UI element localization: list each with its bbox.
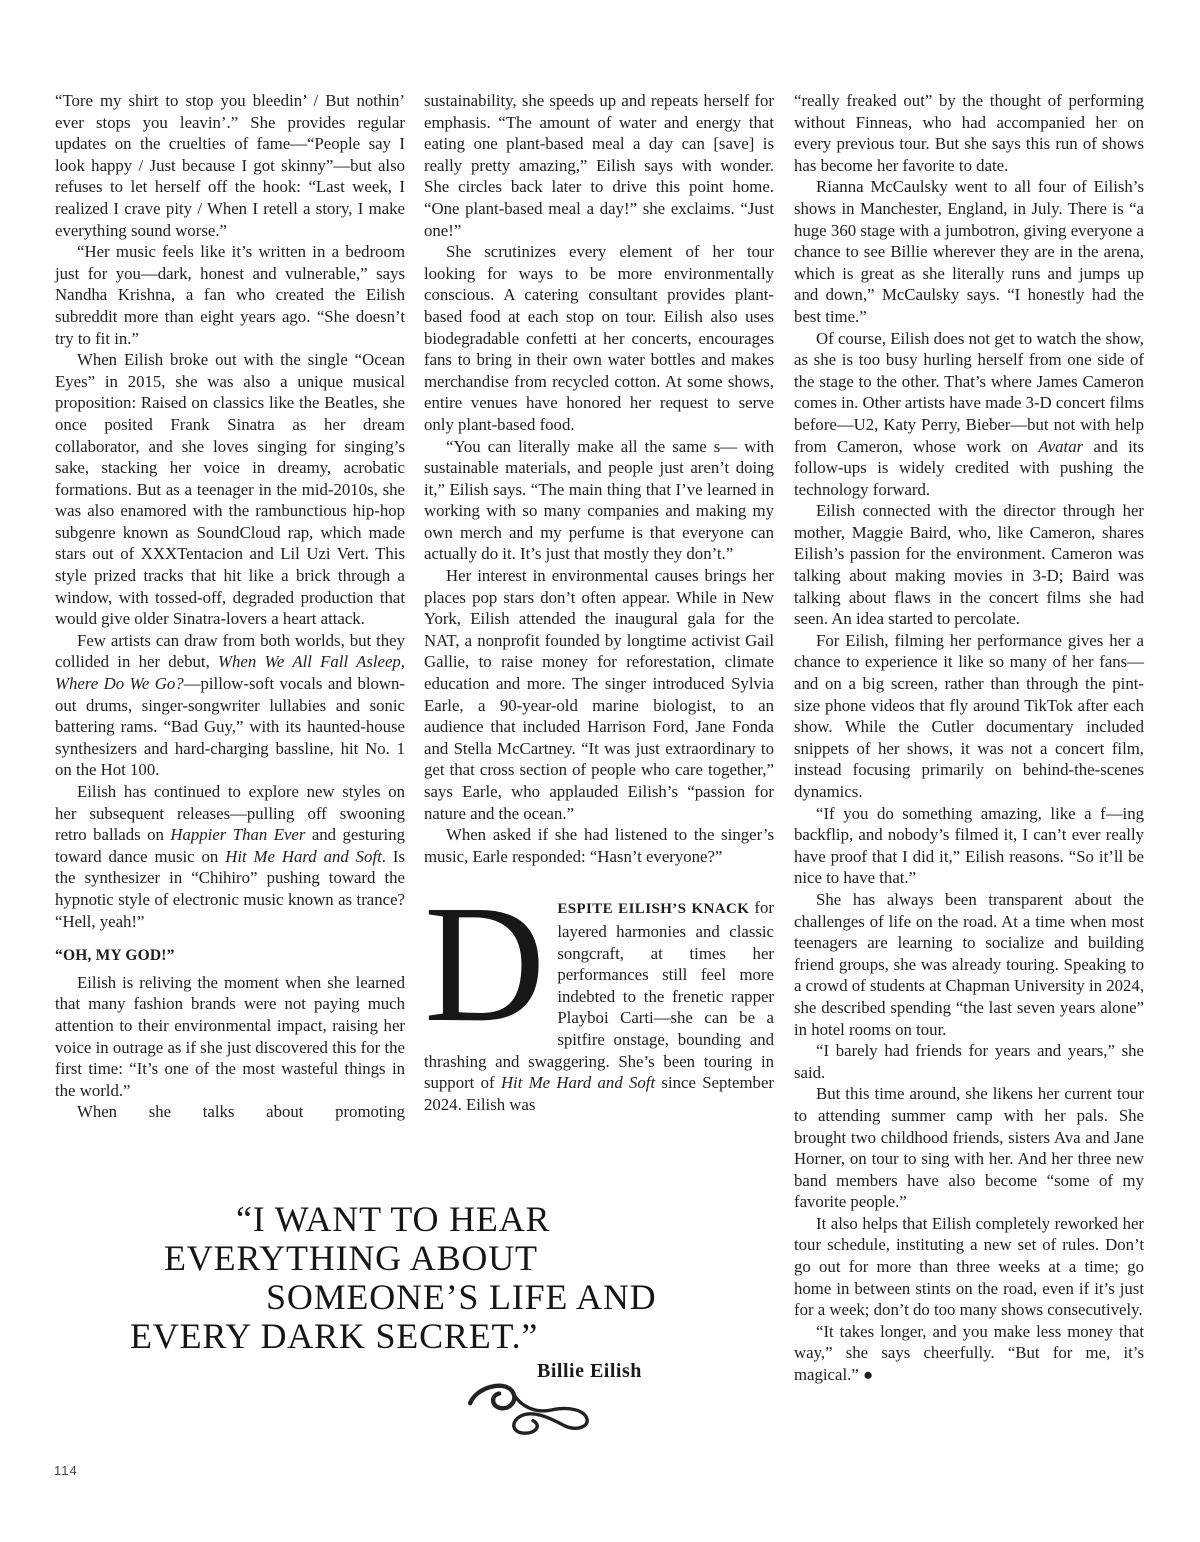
body-paragraph [424, 436, 774, 566]
text-run: . Is the synthesizer in “Chihiro” pushing toward the hypnotic style of electronic music known as trance? “Hell, yeah!” [55, 846, 405, 931]
body-paragraph [794, 1040, 1144, 1083]
text-run: “It takes longer, and you make less money that way,” she says cheerfully. “But for me, it’s magical.” ● [794, 1321, 1144, 1385]
body-paragraph [55, 630, 405, 781]
body-paragraph [794, 1321, 1144, 1386]
text-run: since September 2024. Eilish was [424, 1073, 774, 1114]
body-paragraph [424, 824, 774, 867]
text-run: Eilish has continued to explore new styles on her subsequent releases—pulling off swooning retro ballads on [55, 782, 405, 845]
lead-in-text: ESPITE EILISH’S KNACK [557, 901, 750, 918]
text-run: When asked if she had listened to the singer’s music, Earle responded: “Hasn’t everyone?” [424, 825, 774, 866]
body-paragraph [424, 90, 774, 241]
body-paragraph [55, 90, 405, 241]
text-run: Happier Than Ever [170, 825, 306, 845]
pullquote-attribution: Billie Eilish [537, 1360, 642, 1382]
body-paragraph [55, 972, 405, 1102]
text-run: Hit Me Hard and Soft [225, 846, 382, 866]
text-run: Of course, Eilish does not get to watch the show, as she is too busy hurling herself from one side of the stage to the other. That’s where James Cameron comes in. Other artists have made 3-D concert films before—U2, Katy Perry, Bieber—but not with help from Cameron, whose work on [794, 328, 1144, 456]
body-paragraph [794, 90, 1144, 176]
text-run: It also helps that Eilish completely reworked her tour schedule, instituting a new set of rules. Don’t go out for more than three weeks at a time; go home in between stints on the road, even if it’s just for a week; don’t do too many shows consecutively. [794, 1213, 1144, 1320]
text-run: Her interest in environmental causes brings her places pop stars don’t often appear. While in New York, Eilish attended the inaugural gala for the NAT, a nonprofit founded by longtime activist Gail Gallie, to raise money for reforestation, climate education and more. The singer introduced Sylvia Earle, a 90-year-old marine biologist, to an audience that included Harrison Ford, Jane Fonda and Stella McCartney. “It was just extraordinary to get that cross section of people who care together,” says Earle, who applauded Eilish’s “passion for nature and the ocean.” [424, 566, 774, 823]
pullquote-line: EVERY DARK SECRET.” [130, 1316, 539, 1356]
body-paragraph [794, 803, 1144, 889]
text-run: Hit Me Hard and Soft [500, 1073, 656, 1093]
body-paragraph [794, 1083, 1144, 1213]
text-run: “If you do something amazing, like a f—ing backflip, and nobody’s filmed it, I can’t ever really have proof that I did it,” Eilish reasons. “So it’ll be nice to have that.” [794, 803, 1144, 888]
text-run: When Eilish broke out with the single “Ocean Eyes” in 2015, she was also a unique musical proposition: Raised on classics like the Beatles, she once posited Frank Sinatra as her dream collaborator, and she loves singing for singing’s sake, stacking her voice in dreamy, acrobatic formations. But as a teenager in the mid-2010s, she was also enamored with the rambunctious hip-hop subgenre known as SoundCloud rap, which made stars out of XXXTentacion and Lil Uzi Vert. This style prized tracks that hit like a brick through a window, with tossed-off, degraded production that would give older Sinatra-lovers a heart attack. [55, 350, 405, 629]
text-run: “You can literally make all the same s— with sustainable materials, and people just aren’t doing it,” Eilish says. “The main thing that I’ve learned in working with so many companies and making my own merch and my perfume is that everyone can actually do it. It’s just that mostly they don’t.” [424, 436, 774, 564]
body-paragraph [55, 241, 405, 349]
text-run: and its follow-ups is widely credited with pushing the technology forward. [794, 436, 1144, 499]
body-paragraph [55, 781, 405, 932]
section-heading: “OH, MY GOD!” [55, 947, 175, 965]
text-run: “Her music feels like it’s written in a bedroom just for you—dark, honest and vulnerable,” says Nandha Krishna, a fan who created the Eilish subreddit more than eight years ago. “She doesn’t try to fit in.” [55, 242, 405, 348]
pullquote-line: “I WANT TO HEAR [236, 1199, 551, 1239]
body-paragraph [794, 630, 1144, 803]
body-paragraph [794, 328, 1144, 501]
text-run: She scrutinizes every element of her tour looking for ways to be more environmentally conscious. A catering consultant provides plant-based food at each stop on tour. Eilish also uses biodegradable confetti at her concerts, encourages fans to bring in their own water bottles and makes merchandise from recycled cotton. At some shows, entire venues have honored her request to serve only plant-based food. [424, 242, 774, 434]
text-run: Avatar [1038, 436, 1084, 456]
body-paragraph [55, 349, 405, 630]
article-column-middle [424, 90, 774, 1115]
text-run: When she talks about promoting [77, 1102, 405, 1122]
text-run: and gesturing toward dance music on [55, 825, 405, 866]
text-run: Few artists can draw from both worlds, but they collided in her debut, [55, 630, 405, 672]
text-run: —pillow-soft vocals and blown-out drums, singer-songwriter lullabies and sonic battering rams. “Bad Guy,” with its haunted-house synthesizers and hard-charging bassline, hit No. 1 on the Hot 100. [55, 674, 405, 780]
page-number: 114 [54, 1463, 78, 1478]
text-run: “really freaked out” by the thought of performing without Finneas, who had accompanied her on every previous tour. But she says this run of shows has become her favorite to date. [794, 91, 1144, 175]
pullquote-line: EVERYTHING ABOUT [164, 1238, 538, 1278]
text-run: When We All Fall Asleep, Where Do We Go? [55, 652, 405, 694]
text-run: She has always been transparent about the challenges of life on the road. At a time when most teenagers are learning to socialize and building friend groups, she was already touring. Speaking to a crowd of students at Chapman University in 2024, she described spending “the last seven years alone” in hotel rooms on tour. [794, 889, 1145, 1039]
text-run: For Eilish, filming her performance gives her a chance to experience it like so many of her fans—and on a big screen, rather than through the pint-size phone videos that fly around TikTok after each show. While the Cutler documentary included snippets of her shows, it was not a concert film, instead focusing primarily on behind-the-scenes dynamics. [794, 630, 1144, 801]
body-paragraph [794, 176, 1144, 327]
text-run: But this time around, she likens her current tour to attending summer camp with her pals. She brought two childhood friends, sisters Ava and Jane Horner, on tour to sing with her. And her three new band members have also become “some of my favorite people.” [794, 1084, 1144, 1212]
body-paragraph [794, 1213, 1144, 1321]
text-run: for layered harmonies and classic songcraft, at times her performances still feel more indebted to the frenetic rapper Playboi Carti—she can be a spitfire onstage, bounding and thrashing and swaggering. She’s been touring in support of [424, 898, 775, 1093]
body-paragraph [424, 241, 774, 435]
body-paragraph [424, 565, 774, 824]
pullquote [130, 1200, 710, 1356]
body-paragraph [55, 1101, 405, 1123]
text-run: “I barely had friends for years and years,” she said. [794, 1041, 1144, 1082]
dropcap-paragraph [424, 871, 775, 1115]
text-run: Eilish connected with the director through her mother, Maggie Baird, who, like Cameron, shares Eilish’s passion for the environment. Cameron was talking about making movies in 3-D; Baird was talking about flaws in the concert films she had seen. An idea started to percolate. [794, 501, 1144, 629]
body-paragraph [794, 500, 1144, 630]
signature-flourish-icon [458, 1380, 608, 1438]
body-paragraph [794, 889, 1144, 1040]
text-run: sustainability, she speeds up and repeats herself for emphasis. “The amount of water and energy that eating one plant-based meal a day can [save] is really pretty amazing,” Eilish says with wonder. She circles back later to drive this point home. “One plant-based meal a day!” she exclaims. “Just one!” [424, 91, 774, 240]
text-run: “Tore my shirt to stop you bleedin’ / But nothin’ ever stops you leavin’.” She provides regular updates on the cruelties of fame—“People say I look happy / Just because I got skinny”—but also refuses to let herself off the hook: “Last week, I realized I crave pity / When I retell a story, I make everything sound worse.” [55, 91, 405, 240]
text-run: Rianna McCaulsky went to all four of Eilish’s shows in Manchester, England, in July. There is “a huge 360 stage with a jumbotron, giving everyone a chance to see Billie wherever they are in the arena, which is great as she literally runs and jumps up and down,” McCaulsky says. “I honestly had the best time.” [794, 177, 1144, 326]
text-run: Eilish is reliving the moment when she learned that many fashion brands were not paying much attention to their environmental impact, raising her voice in outrage as if she just discovered this for the first time: “It’s one of the most wasteful things in the world.” [55, 972, 405, 1100]
article-column-left [55, 90, 405, 1123]
article-column-right [794, 90, 1144, 1386]
drop-cap-letter: D [424, 871, 546, 1058]
pullquote-line: SOMEONE’S LIFE AND [266, 1277, 657, 1317]
